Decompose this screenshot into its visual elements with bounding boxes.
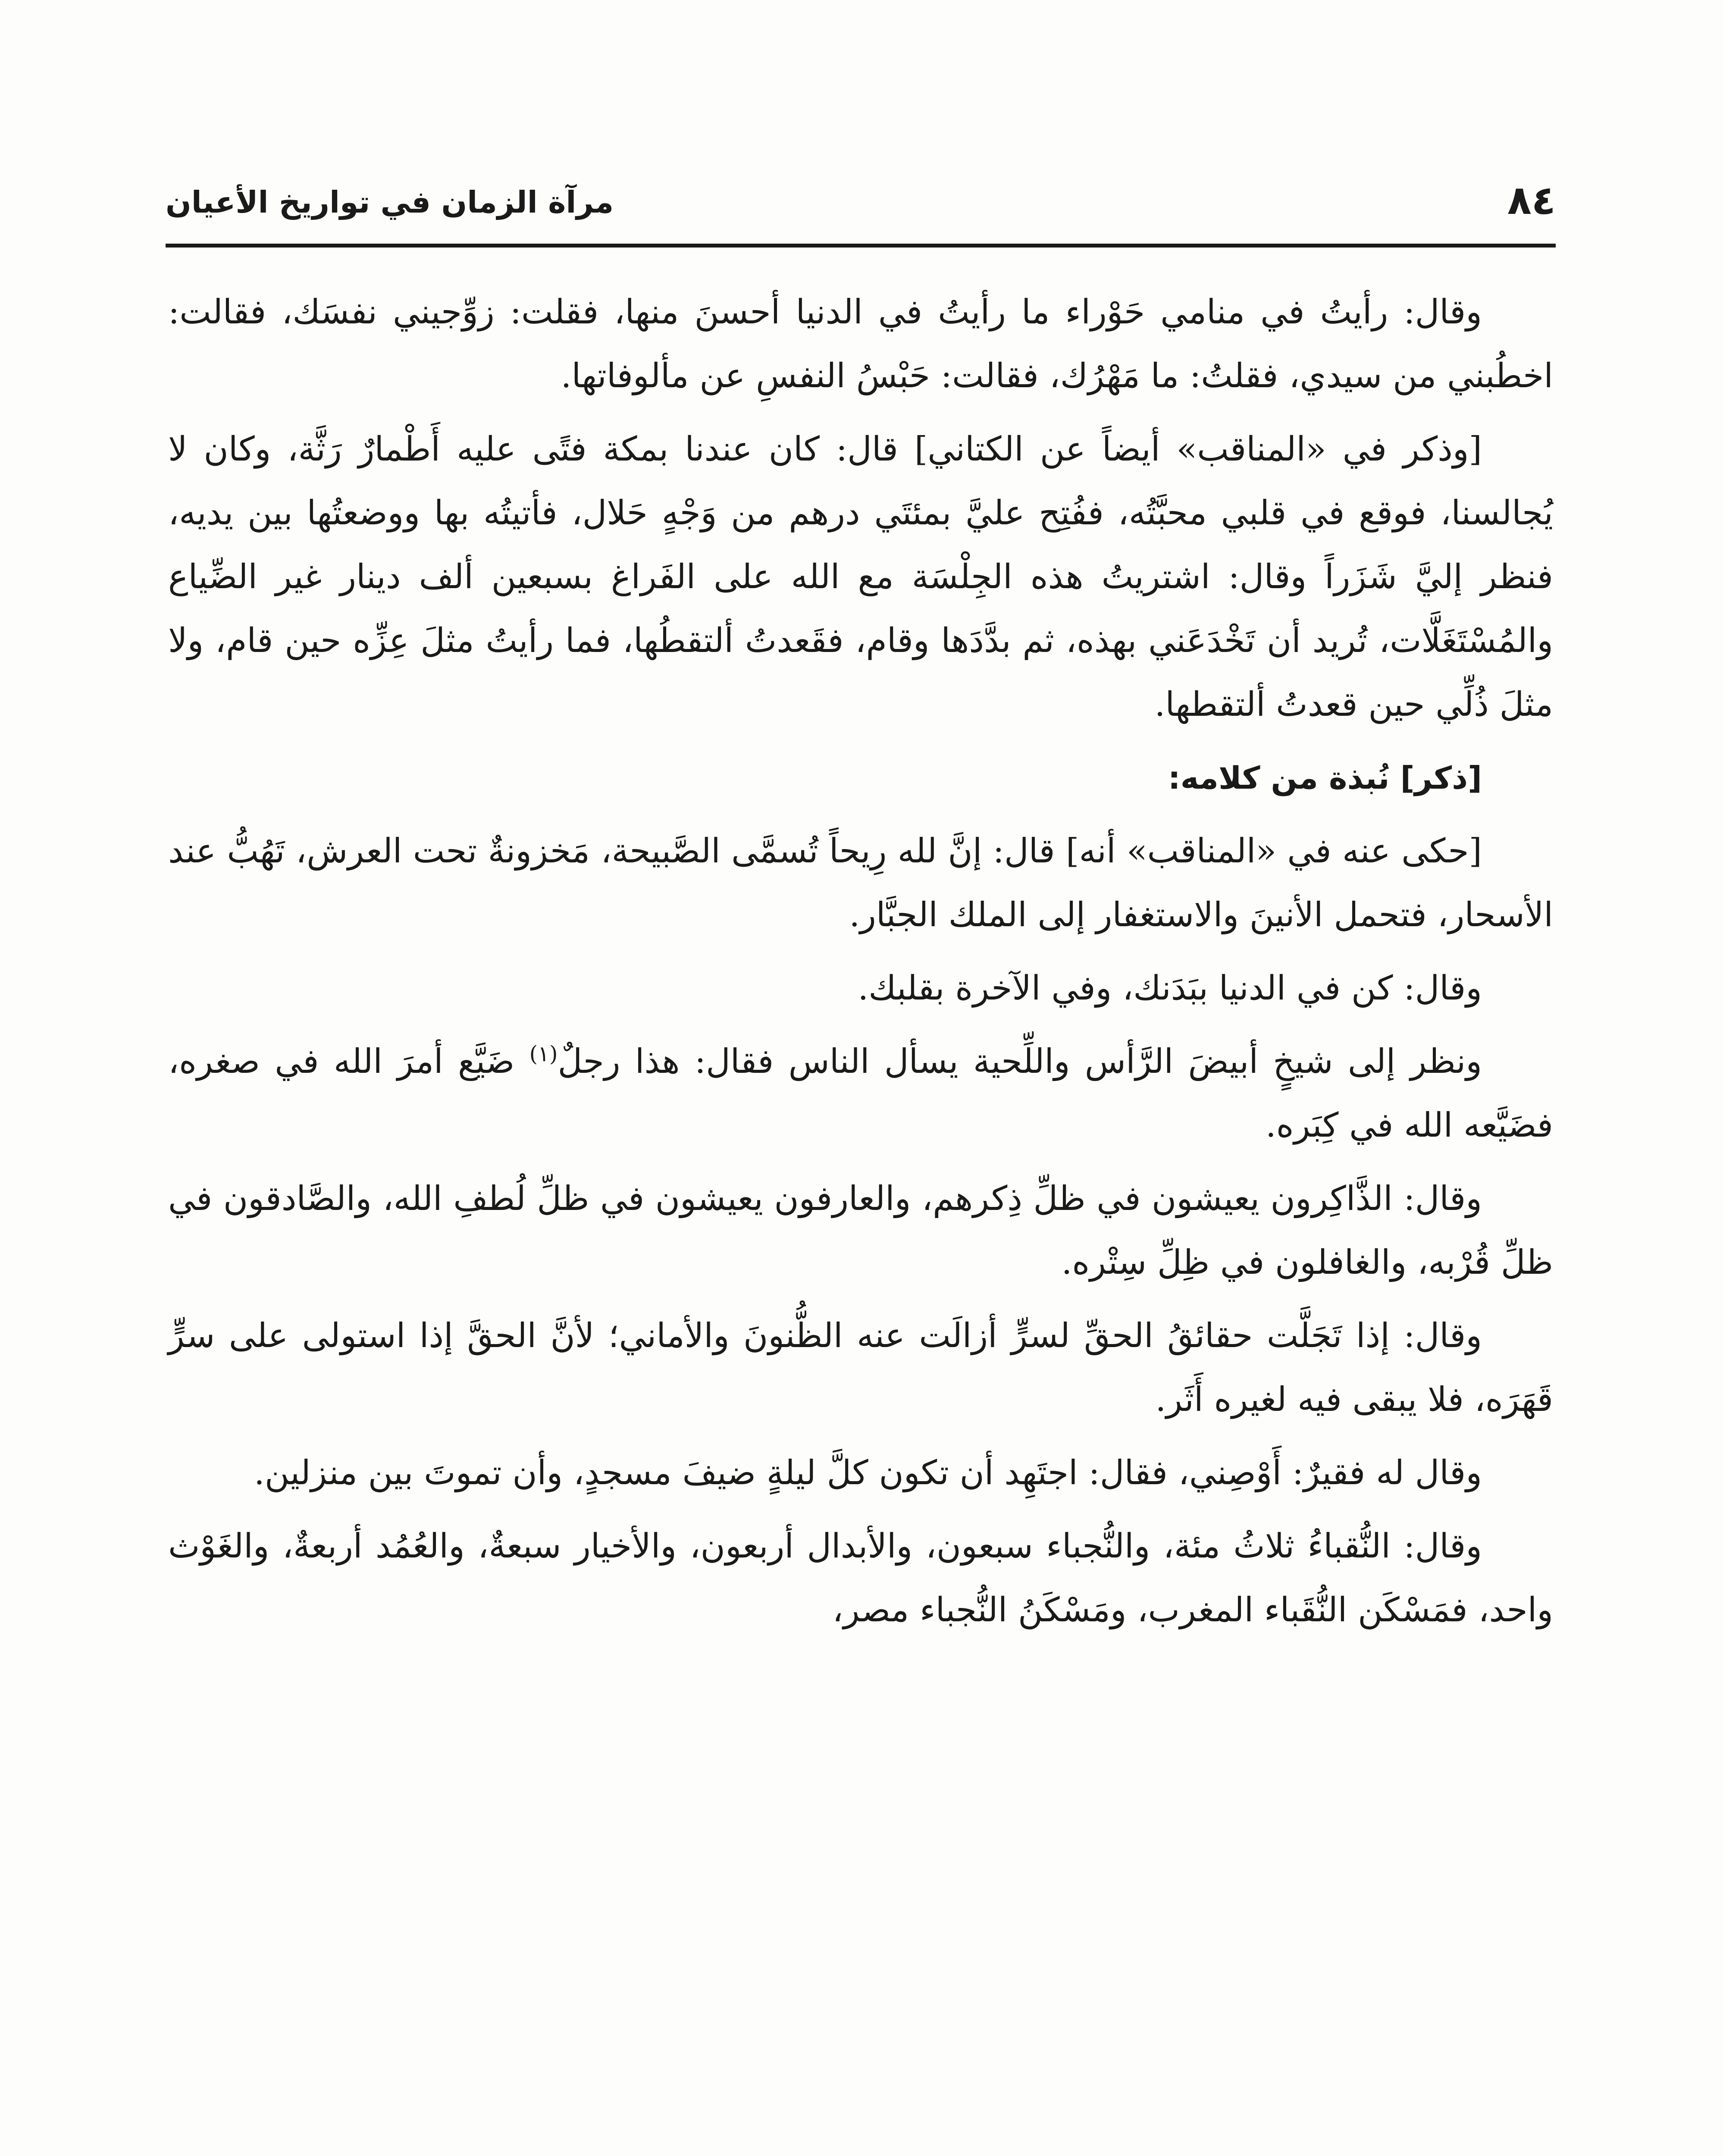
- paragraph: [وذكر في «المناقب» أيضاً عن الكتاني] قال: كان عندنا بمكة فتًى عليه أَطْمارٌ رَثَّة، وكان لا يُجالسنا، فوقع في قلبي محبَّتُه، ففُتِح عليَّ بمئتَي درهم من وَجْهٍ حَلال، فأتيتُه بها ووضعتُها بين يديه، فنظر إليَّ شَزَراً وقال: اشتريتُ هذه الجِلْسَة مع الله على الفَراغ بسبعين ألف دينار غير الضِّياع والمُسْتَغَلَّات، تُريد أن تَخْدَعَني بهذه، ثم بدَّدَها وقام، فقَعدتُ ألتقطُها، فما رأيتُ مثلَ عِزِّه حين قام، ولا مثلَ ذُلِّي حين قعدتُ ألتقطها.: [168, 430, 1553, 724]
- paragraph-with-footnote: [168, 1030, 1553, 1157]
- paragraph: وقال: كن في الدنيا ببَدَنك، وفي الآخرة بقلبك.: [858, 969, 1482, 1008]
- header-rule: [166, 244, 1556, 248]
- paragraph-text: ونظر إلى شيخٍ أبيضَ الرَّأس واللِّحية يسأل الناس فقال: هذا رجلٌ: [558, 1042, 1482, 1081]
- paragraph: وقال: رأيتُ في منامي حَوْراء ما رأيتُ في الدنيا أحسنَ منها، فقلت: زوِّجيني نفسَك، فقالت: اخطُبني من سيدي، فقلتُ: ما مَهْرُك، فقالت: حَبْسُ النفسِ عن مألوفاتها.: [168, 293, 1553, 395]
- footnote-marker[interactable]: (١): [529, 1041, 558, 1066]
- paragraph: وقال: النُّقباءُ ثلاثُ مئة، والنُّجباء سبعون، والأبدال أربعون، والأخيار سبعةٌ، والعُمُد أربعةٌ، والغَوْث واحد، فمَسْكَن النُّقَباء المغرب، ومَسْكَنُ النُّجباء مصر،: [168, 1527, 1553, 1630]
- running-title: مرآة الزمان في تواريخ الأعيان: [166, 185, 614, 220]
- paragraph-text: ضَيَّع أمرَ الله في صغره، فضَيَّعه الله في كِبَره.: [168, 1042, 1553, 1145]
- paragraph: وقال له فقيرٌ: أَوْصِني، فقال: اجتَهِد أن تكون كلَّ ليلةٍ ضيفَ مسجدٍ، وأن تموتَ بين منزلين.: [254, 1454, 1482, 1492]
- page-number: ٨٤: [1507, 177, 1556, 223]
- section-heading: [ذكر] نُبذة من كلامه:: [1168, 760, 1482, 796]
- running-header: [166, 172, 1556, 237]
- paragraph: وقال: إذا تَجَلَّت حقائقُ الحقِّ لسرٍّ أزالَت عنه الظُّنونَ والأماني؛ لأنَّ الحقَّ إذا استولى على سرٍّ قَهَرَه، فلا يبقى فيه لغيره أَثَر.: [168, 1316, 1553, 1419]
- main-text: [168, 280, 1553, 1651]
- paragraph: [حكى عنه في «المناقب» أنه] قال: إنَّ لله رِيحاً تُسمَّى الصَّبيحة، مَخزونةٌ تحت العرش، تَهُبُّ عند الأسحار، فتحمل الأنينَ والاستغفار إلى الملك الجبَّار.: [168, 832, 1553, 934]
- paragraph: وقال: الذَّاكِرون يعيشون في ظلِّ ذِكرهم، والعارفون يعيشون في ظلِّ لُطفِ الله، والصَّادقون في ظلِّ قُرْبه، والغافلون في ظِلِّ سِتْره.: [168, 1179, 1553, 1282]
